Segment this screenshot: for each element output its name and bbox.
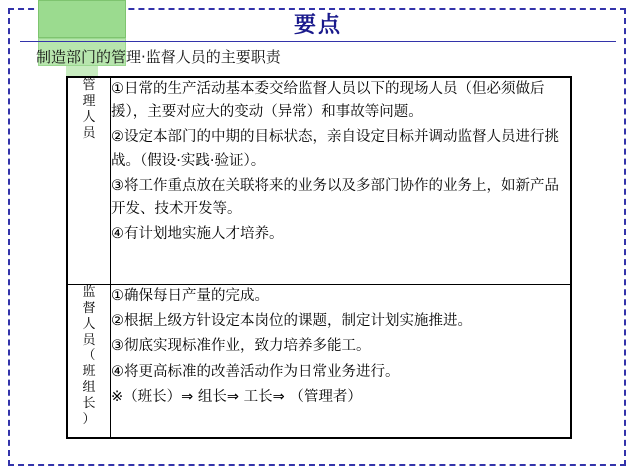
page-title: 要点 [293,13,342,38]
table-row [68,78,571,285]
row-header-management [68,78,111,285]
row-content-management [111,78,571,285]
list-item: ③将工作重点放在关联将来的业务以及多部门协作的业务上，如新产品开发、技术开发等。 [111,177,559,217]
row-header-char: 长 [82,396,96,412]
page-subtitle: 制造部门的管理·监督人员的主要职责 [36,48,281,66]
list-item: ③彻底实现标准作业，致力培养多能工。 [111,338,371,355]
row-content-supervisor [111,285,571,438]
list-item-note: ※（班长）⇒ 组长⇒ 工长⇒ （管理者） [111,388,362,405]
list-item: ④有计划地实施人才培养。 [111,226,284,243]
row-header-char: 员 [82,125,96,141]
row-header-char: 人 [82,316,96,332]
row-header-char: 人 [82,109,96,125]
title-divider [20,41,616,42]
row-header-char: （ [82,348,96,364]
row-header-char: 员 [82,332,96,348]
row-header-supervisor [68,285,111,438]
list-item: ②根据上级方针设定本岗位的课题，制定计划实施推进。 [111,313,472,330]
list-item: ④将更高标准的改善活动作为日常业务进行。 [111,363,400,380]
table-row [68,285,571,438]
responsibilities-table [66,76,572,439]
list-item: ①确保每日产量的完成。 [111,288,269,304]
row-header-char: 管 [82,78,96,93]
row-header-char: 班 [82,364,96,380]
row-header-char: 督 [82,300,96,316]
row-header-char: 监 [82,285,96,300]
row-header-char: 组 [82,380,96,396]
list-item: ①日常的生产活动基本委交给监督人员以下的现场人员（但必须做后援），主要对应大的变动（异常）和事故等问题。 [111,81,545,121]
row-header-char: 理 [82,93,96,109]
list-item: ②设定本部门的中期的目标状态，亲自设定目标并调动监督人员进行挑战。（假设·实践·验证）。 [111,129,559,169]
row-header-char: ） [82,411,96,427]
